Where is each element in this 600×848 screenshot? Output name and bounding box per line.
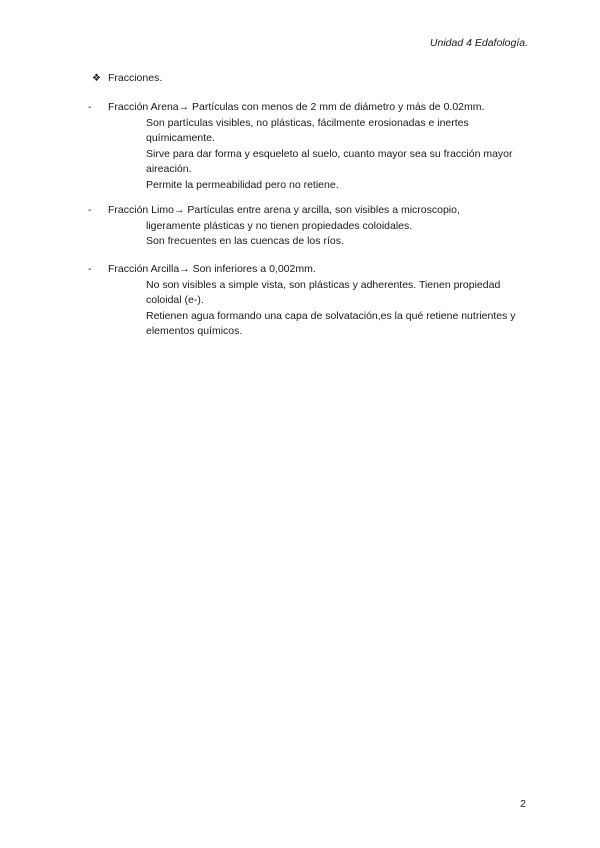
section-title: Fracciones. (107, 72, 163, 84)
list-item-arcilla (88, 262, 538, 340)
item-body (146, 219, 538, 250)
page-number: 2 (520, 798, 526, 810)
item-line: ligeramente plásticas y no tienen propiedades coloidales. (146, 219, 413, 232)
section-heading (92, 72, 162, 84)
list-item-limo (88, 203, 538, 250)
page-header: Unidad 4 Edafología. (429, 37, 528, 49)
list-dash: - (88, 101, 92, 113)
item-line: Sirve para dar forma y esqueleto al suelo, cuanto mayor sea su fracción mayor aireación. (146, 147, 513, 176)
item-line: No son visibles a simple vista, son plásticas y adherentes. Tienen propiedad coloidal (e-). (146, 278, 501, 307)
diamond-bullet-icon: ❖ (92, 72, 101, 84)
list-dash: - (88, 204, 92, 216)
item-line: Son frecuentes en las cuencas de los ríos. (146, 235, 344, 248)
item-line: Son partículas visibles, no plásticas, fácilmente erosionadas e inertes químicamente. (146, 116, 469, 145)
item-body (146, 116, 538, 194)
list-item-arena (88, 100, 538, 194)
item-heading: Fracción Arcilla→ Son inferiores a 0,002mm. (108, 263, 316, 275)
item-body (146, 278, 538, 340)
item-heading: Fracción Limo→ Partículas entre arena y arcilla, son visibles a microscopio, (108, 204, 460, 216)
item-heading: Fracción Arena→ Partículas con menos de 2 mm de diámetro y más de 0.02mm. (108, 101, 485, 113)
item-line: Permite la permeabilidad pero no retiene. (146, 178, 339, 191)
item-line: Retienen agua formando una capa de solvatación,es la qué retiene nutrientes y elementos químicos. (146, 309, 516, 338)
list-dash: - (88, 263, 92, 275)
